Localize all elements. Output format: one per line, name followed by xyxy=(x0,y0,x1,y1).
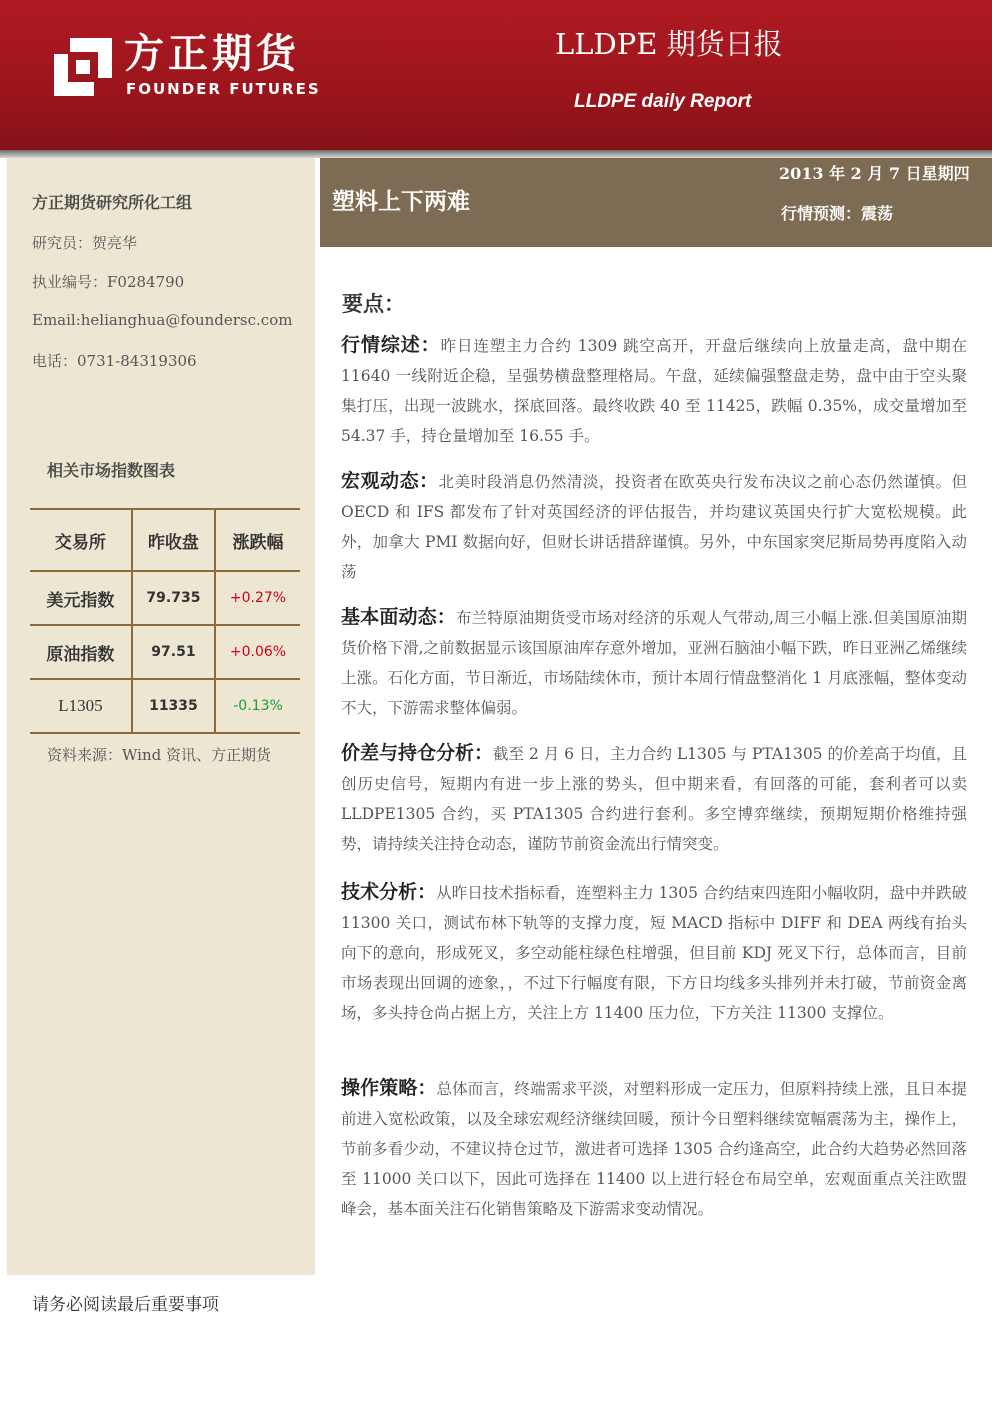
report-headline: 塑料上下两难 xyxy=(332,188,470,215)
section-market-review xyxy=(341,330,967,451)
header-shadow xyxy=(0,150,992,158)
section-text: 昨日连塑主力合约 1309 跳空高开，开盘后继续向上放量走高，盘中期在 11640 一线附近企稳，呈强势横盘整理格局。午盘，延续偏强整盘走势，盘中由于空头聚集打压，出现一波跳水，探底回落。最终收跌 40 至 11425，跌幅 0.35%，成交量增加至 54.37 手，持仓量增加至 16.55 手。 xyxy=(341,337,967,445)
row-close: 79.735 xyxy=(132,571,215,625)
row-close: 11335 xyxy=(132,679,215,733)
section-label: 价差与持仓分析： xyxy=(341,742,494,764)
license-number: 执业编号：F0284790 xyxy=(32,273,185,291)
section-text: 北美时段消息仍然清淡，投资者在欧英央行发布决议之前心态仍然谨慎。但 OECD 和 IFS 都发布了针对英国经济的评估报告，并均建议英国央行扩大宽松规模。此外，加拿大 PMI 数据向好，但财长讲话措辞谨慎。另外，中东国家突尼斯局势再度陷入动荡 xyxy=(341,473,967,581)
disclaimer-note: 请务必阅读最后重要事项 xyxy=(32,1295,219,1315)
data-source-note: 资料来源：Wind 资讯、方正期货 xyxy=(47,746,271,764)
section-text: 总体而言，终端需求平淡，对塑料形成一定压力，但原料持续上涨，且日本提前进入宽松政策，以及全球宏观经济继续回暖，预计今日塑料继续宽幅震荡为主，操作上，节前多看少动，不建议持仓过节，激进者可选择 1305 合约逢高空，此合约大趋势必然回落至 11000 关口以下，因此可选择在 11400 以上进行轻仓布局空单，宏观面重点关注欧盟峰会，基本面关注石化销售策略及下游需求变动情况。 xyxy=(341,1080,967,1218)
section-technical-analysis xyxy=(341,877,967,1028)
section-macro xyxy=(341,466,967,587)
researcher-name: 研究员：贺亮华 xyxy=(32,234,138,252)
column-header-close: 昨收盘 xyxy=(132,509,215,571)
section-text: 从昨日技术指标看，连塑料主力 1305 合约结束四连阳小幅收阴，盘中并跌破 11300 关口，测试布林下轨等的支撑力度，短 MACD 指标中 DIFF 和 DEA 两线有抬头向下的意向，形成死叉，多空动能柱绿色柱增强，但目前 KDJ 死叉下行，总体而言，目前市场表现出回调的迹象，，不过下行幅度有限，下方日均线多头排列并未打破，节前资金离场，多头持仓尚占据上方，关注上方 11400 压力位，下方关注 11300 支撑位。 xyxy=(341,884,967,1022)
section-label: 基本面动态： xyxy=(341,606,456,628)
founder-logo-icon xyxy=(52,36,114,98)
brand-name-cn: 方正期货 xyxy=(124,31,300,77)
section-fundamentals xyxy=(341,602,967,723)
row-name: 原油指数 xyxy=(30,625,132,679)
report-title-en: LLDPE daily Report xyxy=(574,91,752,112)
column-header-exchange: 交易所 xyxy=(30,509,132,571)
table-row xyxy=(30,625,300,679)
row-change: -0.13% xyxy=(215,679,300,733)
key-points-heading: 要点： xyxy=(342,291,405,316)
column-header-change: 涨跌幅 xyxy=(215,509,300,571)
brand-name-en: FOUNDER FUTURES xyxy=(126,80,321,98)
table-header-row xyxy=(30,509,300,571)
row-change: +0.06% xyxy=(215,625,300,679)
table-row xyxy=(30,571,300,625)
market-index-table xyxy=(30,508,300,734)
market-forecast: 行情预测：震荡 xyxy=(781,204,894,223)
section-label: 操作策略： xyxy=(341,1077,437,1099)
row-name: 美元指数 xyxy=(30,571,132,625)
section-strategy xyxy=(341,1073,967,1224)
report-title-cn: LLDPE 期货日报 xyxy=(555,27,783,61)
research-group: 方正期货研究所化工组 xyxy=(32,193,193,212)
row-change: +0.27% xyxy=(215,571,300,625)
section-label: 技术分析： xyxy=(341,881,437,903)
email-address: Email:helianghua@foundersc.com xyxy=(32,311,293,329)
market-index-table-title: 相关市场指数图表 xyxy=(47,461,176,480)
section-spread-analysis xyxy=(341,738,967,859)
phone-number: 电话：0731-84319306 xyxy=(32,352,197,370)
table-row xyxy=(30,679,300,733)
row-name: L1305 xyxy=(30,679,132,733)
row-close: 97.51 xyxy=(132,625,215,679)
section-text: 布兰特原油期货受市场对经济的乐观人气带动,周三小幅上涨.但美国原油期货价格下滑,之前数据显示该国原油库存意外增加，亚洲石脑油小幅下跌，昨日亚洲乙烯继续上涨。石化方面，节日渐近，市场陆续休市，预计本周行情盘整消化 1 月底涨幅，整体变动不大，下游需求整体偏弱。 xyxy=(341,609,967,717)
section-text: 截至 2 月 6 日，主力合约 L1305 与 PTA1305 的价差高于均值，且创历史信号，短期内有进一步上涨的势头，但中期来看，有回落的可能，套利者可以卖 LLDPE1305 合约，买 PTA1305 合约进行套利。多空博弈继续，预期短期价格维持强势，请持续关注持仓动态，谨防节前资金流出行情突变。 xyxy=(341,745,967,853)
report-date: 2013 年 2 月 7 日星期四 xyxy=(779,164,970,183)
section-label: 宏观动态： xyxy=(341,470,439,492)
section-label: 行情综述： xyxy=(341,334,441,356)
